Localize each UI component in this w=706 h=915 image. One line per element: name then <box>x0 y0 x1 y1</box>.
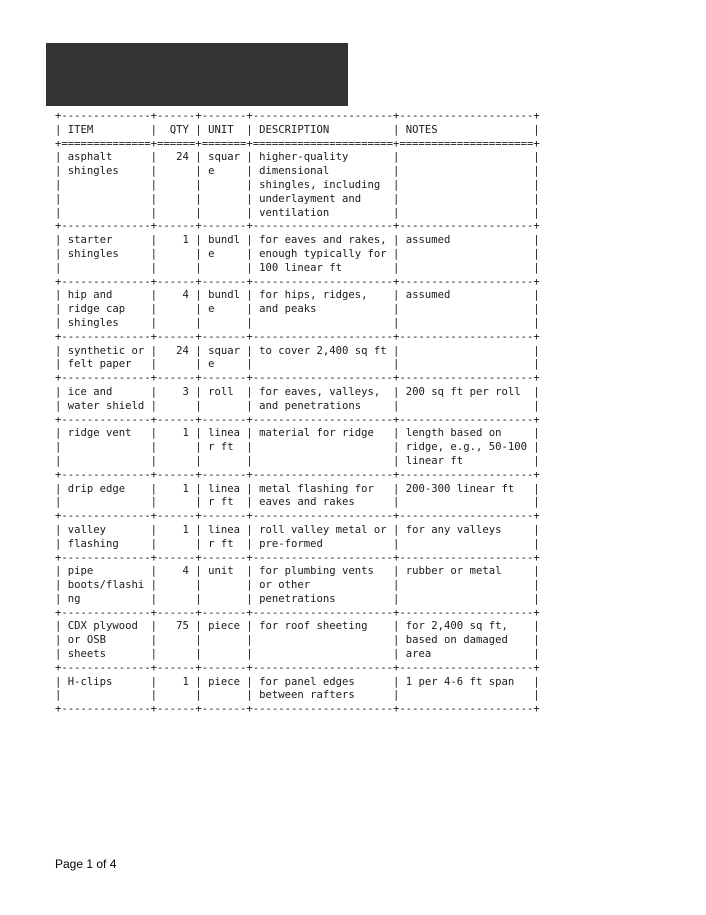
table-row: | felt paper | | e | | | <box>55 358 540 371</box>
table-row: | boots/flashi | | | or other | | <box>55 579 540 592</box>
table-row-divider: +--------------+------+-------+----------------------+---------------------+ <box>55 606 540 619</box>
table-row: | | | | shingles, including | | <box>55 178 540 191</box>
redacted-header-block <box>46 43 348 106</box>
table-row-divider: +--------------+------+-------+----------------------+---------------------+ <box>55 468 540 481</box>
table-row: | shingles | | | | | <box>55 316 540 329</box>
table-row-divider: +--------------+------+-------+----------------------+---------------------+ <box>55 275 540 288</box>
table-row-divider: +--------------+------+-------+----------------------+---------------------+ <box>55 220 540 233</box>
table-row-divider: +--------------+------+-------+----------------------+---------------------+ <box>55 372 540 385</box>
materials-table <box>55 110 540 717</box>
table-row: | or OSB | | | | based on damaged | <box>55 634 540 647</box>
table-row: | | | r ft | | ridge, e.g., 50-100 | <box>55 441 540 454</box>
table-row: | | | r ft | eaves and rakes | | <box>55 496 540 509</box>
table-row: | ridge cap | | e | and peaks | | <box>55 303 540 316</box>
table-row-divider: +--------------+------+-------+----------------------+---------------------+ <box>55 551 540 564</box>
table-row: | shingles | | e | enough typically for | | <box>55 247 540 260</box>
table-row: | drip edge | 1 | linea | metal flashing for | 200-300 linear ft | <box>55 482 540 495</box>
table-row: | hip and | 4 | bundl | for hips, ridges, | assumed | <box>55 289 540 302</box>
table-row: | H-clips | 1 | piece | for panel edges | 1 per 4-6 ft span | <box>55 675 540 688</box>
table-row-divider: +--------------+------+-------+----------------------+---------------------+ <box>55 510 540 523</box>
table-row: | valley | 1 | linea | roll valley metal or | for any valleys | <box>55 523 540 536</box>
table-row-divider: +--------------+------+-------+----------------------+---------------------+ <box>55 330 540 343</box>
table-border: +--------------+------+-------+----------------------+---------------------+ <box>55 110 540 122</box>
table-row: | | | | ventilation | | <box>55 206 540 219</box>
table-header-divider: +==============+======+=======+======================+=====================+ <box>55 137 540 150</box>
table-row: | flashing | | r ft | pre-formed | | <box>55 537 540 550</box>
page-number: Page 1 of 4 <box>55 857 117 871</box>
table-row: | | | | 100 linear ft | | <box>55 261 540 274</box>
table-row: | ng | | | penetrations | | <box>55 592 540 605</box>
table-row: | | | | between rafters | | <box>55 689 540 702</box>
table-row: | asphalt | 24 | squar | higher-quality | | <box>55 151 540 164</box>
table-row: | ridge vent | 1 | linea | material for ridge | length based on | <box>55 427 540 440</box>
table-row: | pipe | 4 | unit | for plumbing vents | rubber or metal | <box>55 565 540 578</box>
table-row: | starter | 1 | bundl | for eaves and rakes, | assumed | <box>55 234 540 247</box>
table-row: | synthetic or | 24 | squar | to cover 2,400 sq ft | | <box>55 344 540 357</box>
table-header-row: | ITEM | QTY | UNIT | DESCRIPTION | NOTES | <box>55 123 540 136</box>
table-row-divider: +--------------+------+-------+----------------------+---------------------+ <box>55 661 540 674</box>
table-row: | ice and | 3 | roll | for eaves, valleys, | 200 sq ft per roll | <box>55 385 540 398</box>
table-row: | | | | | linear ft | <box>55 454 540 467</box>
table-row-divider: +--------------+------+-------+----------------------+---------------------+ <box>55 413 540 426</box>
table-row: | | | | underlayment and | | <box>55 192 540 205</box>
table-row-divider: +--------------+------+-------+----------------------+---------------------+ <box>55 703 540 716</box>
table-row: | CDX plywood | 75 | piece | for roof sheeting | for 2,400 sq ft, | <box>55 620 540 633</box>
table-row: | shingles | | e | dimensional | | <box>55 165 540 178</box>
table-row: | sheets | | | | area | <box>55 648 540 661</box>
table-row: | water shield | | | and penetrations | | <box>55 399 540 412</box>
